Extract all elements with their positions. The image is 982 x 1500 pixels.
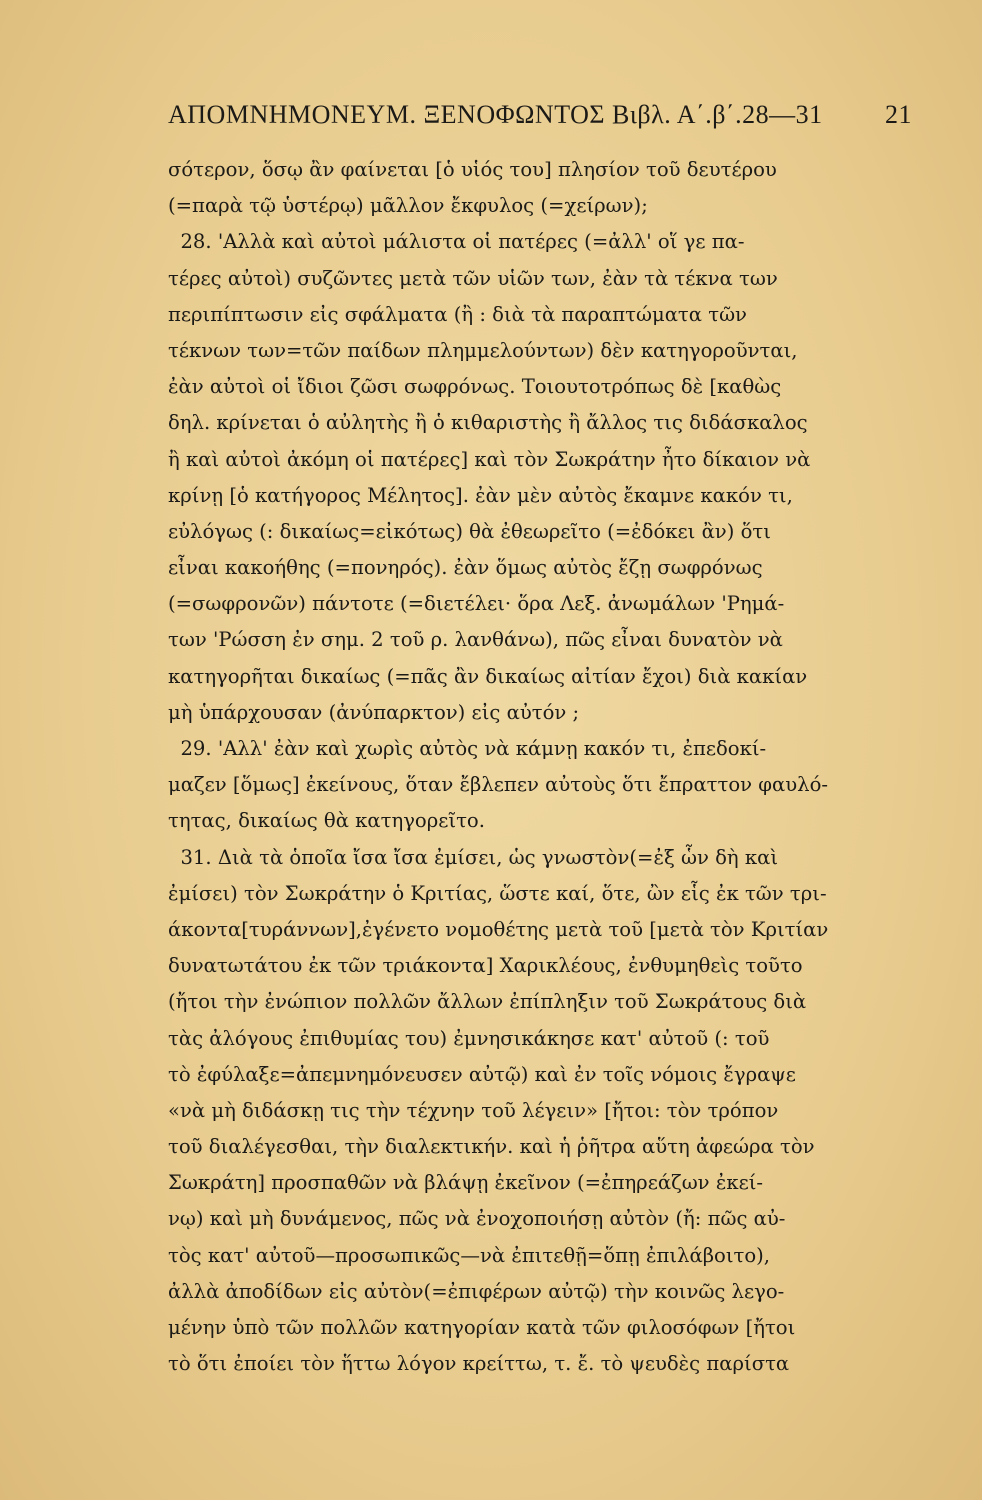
running-header <box>168 100 912 130</box>
text-line: δηλ. κρίνεται ὁ αὐλητὴς ἢ ὁ κιθαριστὴς ἢ ἄλλος τις διδάσκαλος <box>168 411 808 435</box>
running-title: ΑΠΟΜΝΗΜΟΝΕΥΜ. ΞΕΝΟΦΩΝΤΟΣ Βιβλ. Α΄.β΄.28—31 <box>168 100 823 129</box>
text-line: (=σωφρονῶν) πάντοτε (=διετέλει· ὅρα Λεξ. ἀνωμάλων 'Ρημά- <box>168 592 785 616</box>
text-line: ἀλλὰ ἀποδίδων εἰς αὐτὸν(=ἐπιφέρων αὐτῷ) τὴν κοινῶς λεγο- <box>168 1279 785 1303</box>
text-line: τητας, δικαίως θὰ κατηγορεῖτο. <box>168 809 485 833</box>
text-line: 29. 'Αλλ' ἐὰν καὶ χωρὶς αὐτὸς νὰ κάμνῃ κακόν τι, ἐπεδοκί- <box>168 737 767 760</box>
text-line: κρίνῃ [ὁ κατήγορος Μέλητος]. ἐὰν μὲν αὐτὸς ἔκαμνε κακόν τι, <box>168 483 793 507</box>
text-line: τέρες αὐτοὶ) συζῶντες μετὰ τῶν υἱῶν των, ἐὰν τὰ τέκνα των <box>168 266 778 290</box>
text-line: των 'Ρώσση ἐν σημ. 2 τοῦ ρ. λανθάνω), πῶς εἶναι δυνατὸν νὰ <box>168 628 783 652</box>
text-line: τέκνων των=τῶν παίδων πλημμελούντων) δὲν κατηγοροῦνται, <box>168 338 798 362</box>
text-line: τὸς κατ' αὐτοῦ—προσωπικῶς—νὰ ἐπιτεθῇ=ὅπῃ ἐπιλάβοιτο), <box>168 1243 771 1267</box>
text-line: τὸ ἐφύλαξε=ἀπεμνημόνευσεν αὐτῷ) καὶ ἐν τοῖς νόμοις ἔγραψε <box>168 1062 796 1086</box>
text-line: ἐὰν αὐτοὶ οἱ ἴδιοι ζῶσι σωφρόνως. Τοιουτοτρόπως δὲ [καθὼς <box>168 375 782 399</box>
text-line: άκοντα[τυράννων],ἐγένετο νομοθέτης μετὰ τοῦ [μετὰ τὸν Κριτίαν <box>168 917 829 941</box>
text-line: 28. 'Αλλὰ καὶ αὐτοὶ μάλιστα οἱ πατέρες (=ἀλλ' οἵ γε πα- <box>168 230 745 254</box>
body-text <box>168 152 912 1382</box>
text-line: μαζεν [ὅμως] ἐκείνους, ὅταν ἔβλεπεν αὐτοὺς ὅτι ἔπραττον φαυλό- <box>168 773 828 797</box>
text-line: εὐλόγως (: δικαίως=εἰκότως) θὰ ἐθεωρεῖτο (=ἐδόκει ἂν) ὅτι <box>168 519 771 543</box>
text-line: 31. Διὰ τὰ ὁποῖα ἴσα ἴσα ἐμίσει, ὡς γνωστὸν(=ἐξ ὧν δὴ καὶ <box>168 845 779 869</box>
text-line: (=παρὰ τῷ ὑστέρῳ) μᾶλλον ἔκφυλος (=χείρων); <box>168 194 648 218</box>
text-line: Σωκράτη] προσπαθῶν νὰ βλάψῃ ἐκεῖνον (=ἐπηρεάζων ἐκεί- <box>168 1171 764 1195</box>
text-line: περιπίπτωσιν εἰς σφάλματα (ἢ : διὰ τὰ παραπτώματα τῶν <box>168 302 747 326</box>
text-line: κατηγορῆται δικαίως (=πᾶς ἂν δικαίως αἰτίαν ἔχοι) διὰ κακίαν <box>168 664 808 688</box>
page-number: 21 <box>885 100 912 129</box>
text-line: «νὰ μὴ διδάσκῃ τις τὴν τέχνην τοῦ λέγειν» [ἤτοι: τὸν τρόπον <box>168 1098 779 1122</box>
text-line: ἐμίσει) τὸν Σωκράτην ὁ Κριτίας, ὥστε καί, ὅτε, ὢν εἷς ἐκ τῶν τρι- <box>168 881 827 905</box>
text-line: νῳ) καὶ μὴ δυνάμενος, πῶς νὰ ἐνοχοποιήσῃ αὐτὸν (ἤ: πῶς αὐ- <box>168 1207 786 1231</box>
text-line: (ἤτοι τὴν ἐνώπιον πολλῶν ἄλλων ἐπίπληξιν τοῦ Σωκράτους διὰ <box>168 990 807 1014</box>
text-line: τὰς ἀλόγους ἐπιθυμίας του) ἐμνησικάκησε κατ' αὐτοῦ (: τοῦ <box>168 1026 770 1050</box>
text-line: τὸ ὅτι ἐποίει τὸν ἥττω λόγον κρείττω, τ. ἔ. τὸ ψευδὲς παρίστα <box>168 1352 790 1376</box>
text-line: μένην ὑπὸ τῶν πολλῶν κατηγορίαν κατὰ τῶν φιλοσόφων [ἤτοι <box>168 1316 796 1339</box>
text-line: εἶναι κακοήθης (=πονηρός). ἐὰν ὅμως αὐτὸς ἔζῃ σωφρόνως <box>168 556 763 580</box>
text-line: δυνατωτάτου ἐκ τῶν τριάκοντα] Χαρικλέους, ἐνθυμηθεὶς τοῦτο <box>168 954 803 978</box>
text-line: μὴ ὑπάρχουσαν (ἀνύπαρκτον) εἰς αὐτόν ; <box>168 700 580 724</box>
text-line: σότερον, ὅσῳ ἂν φαίνεται [ὁ υἱός του] πλησίον τοῦ δευτέρου <box>168 158 777 181</box>
text-line: ἢ καὶ αὐτοὶ ἀκόμη οἱ πατέρες] καὶ τὸν Σωκράτην ἦτο δίκαιον νὰ <box>168 447 811 471</box>
text-line: τοῦ διαλέγεσθαι, τὴν διαλεκτικήν. καὶ ἡ ῥῆτρα αὕτη ἀφεώρα τὸν <box>168 1135 815 1159</box>
